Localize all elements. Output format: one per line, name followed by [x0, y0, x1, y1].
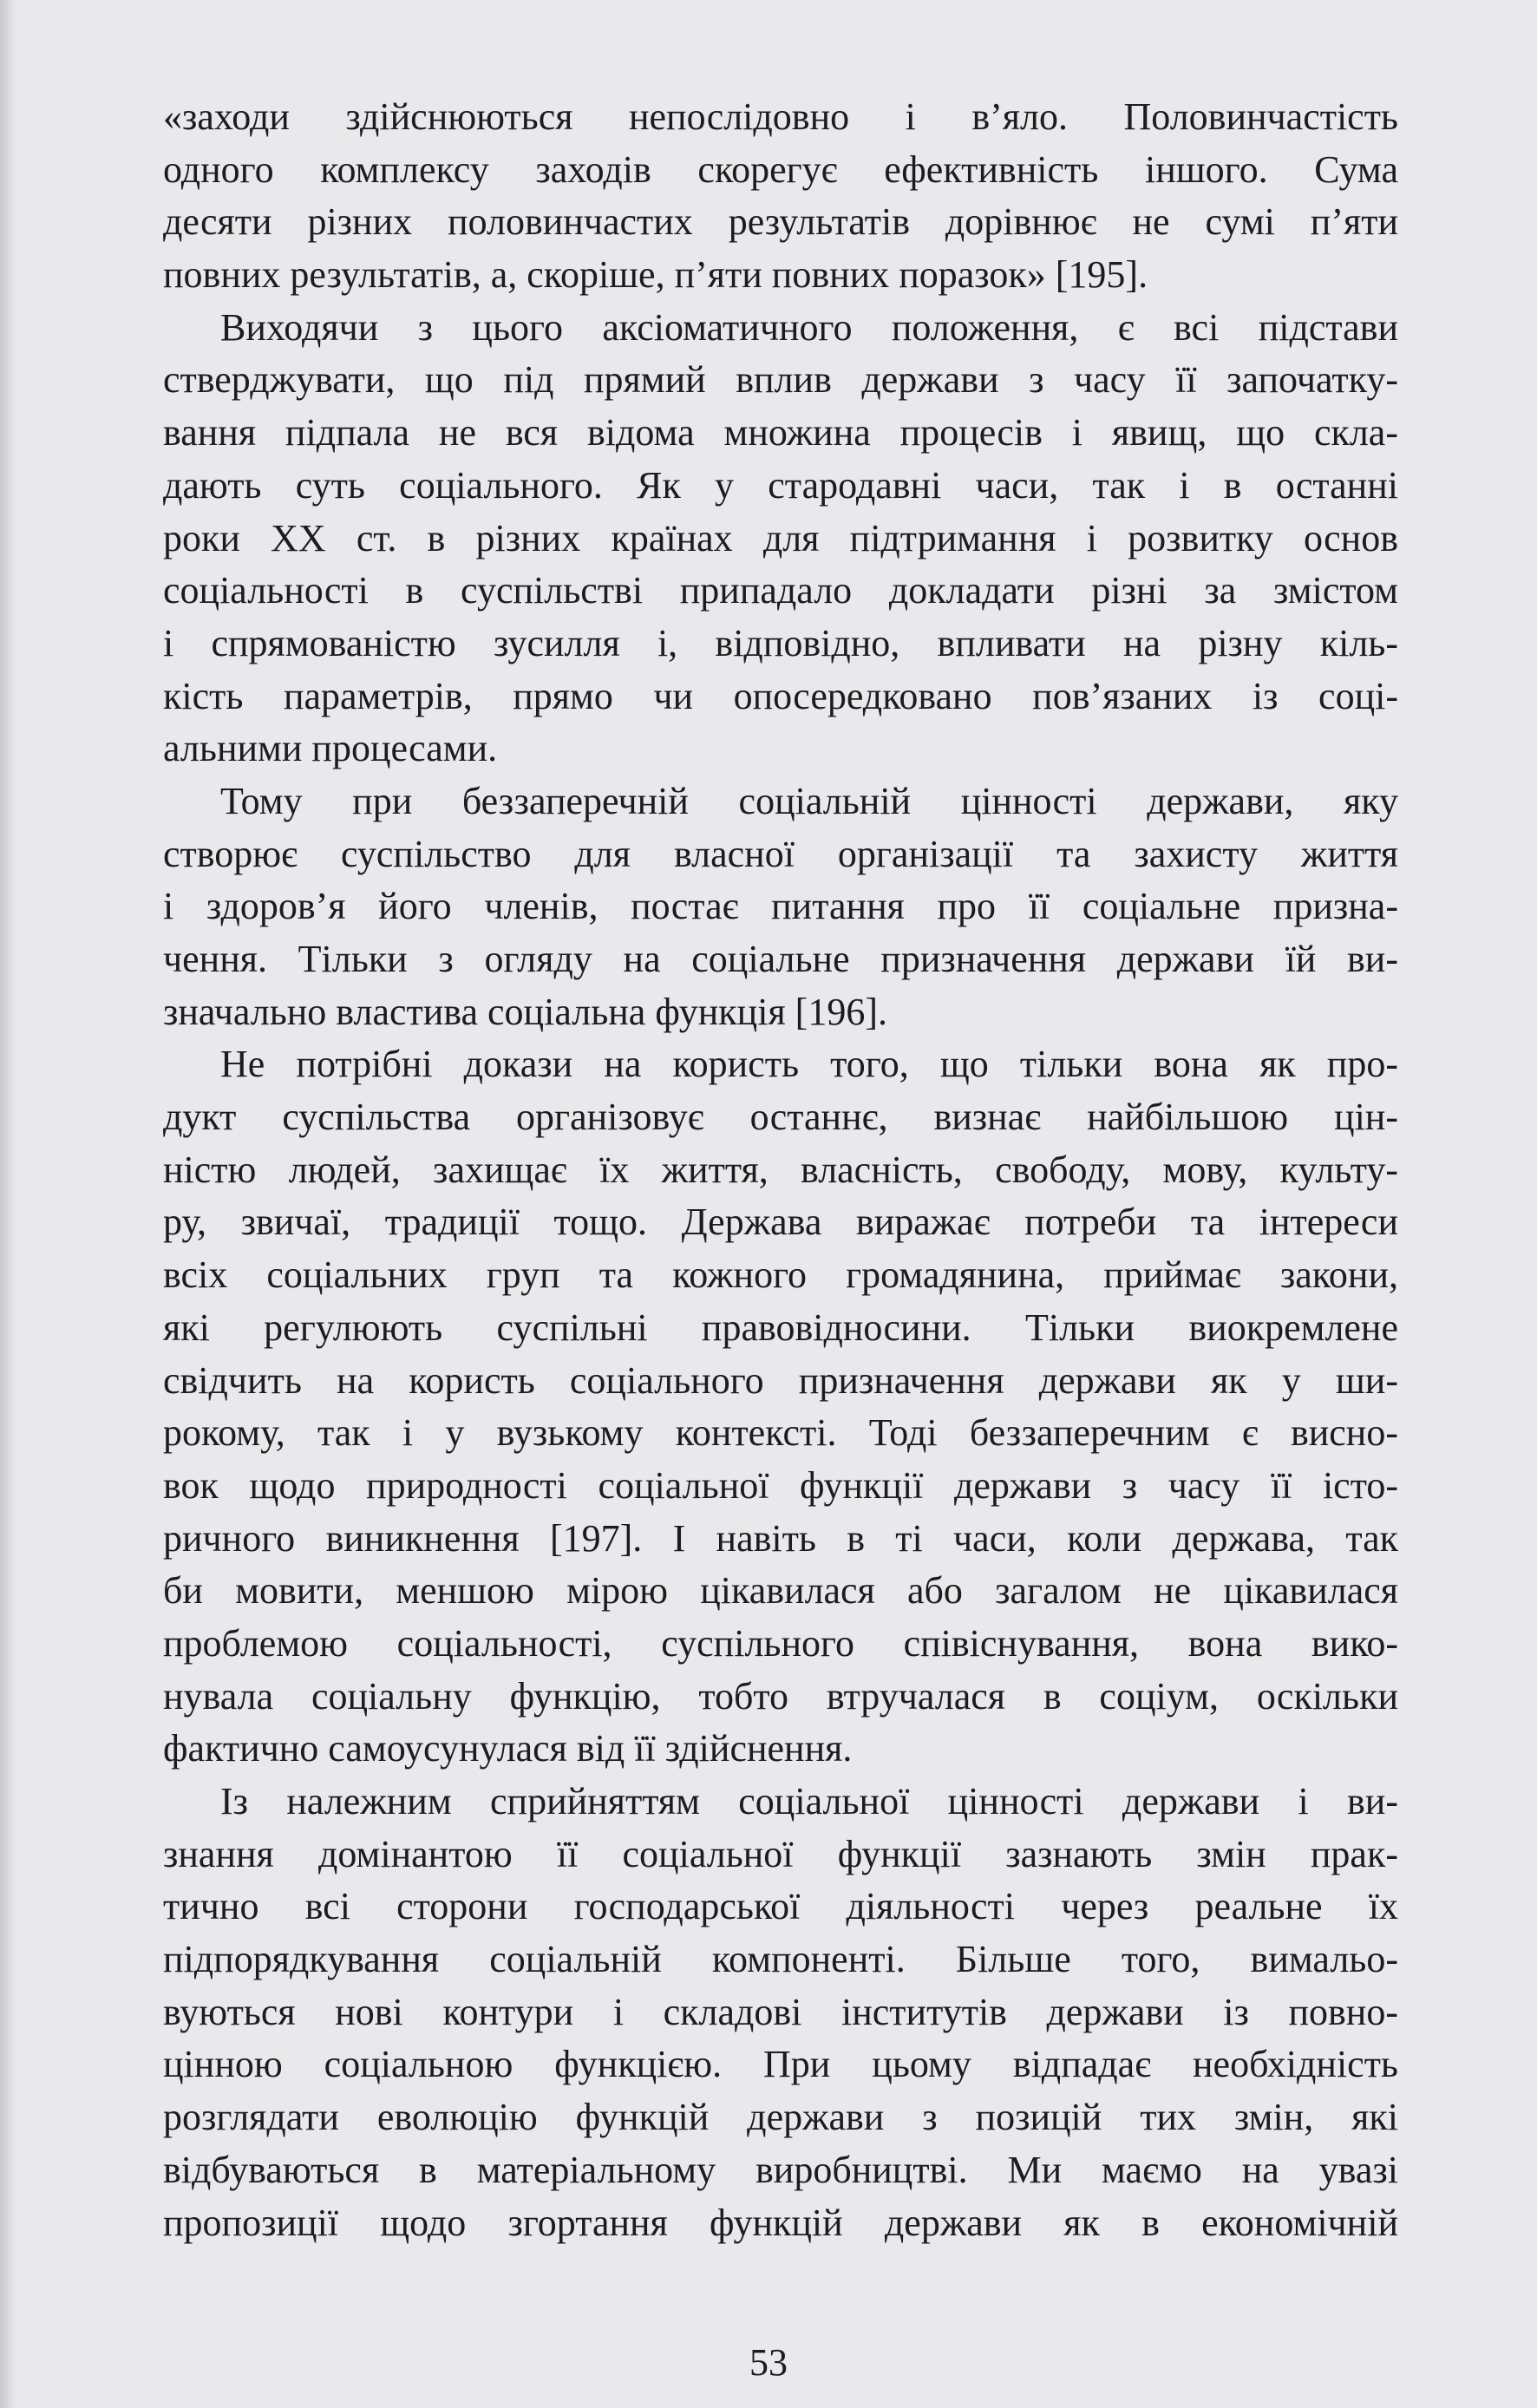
text-line: тично всі сторони господарської діяльності через реальне їх	[163, 1885, 1398, 1928]
text-line: які регулюють суспільні правовідносини. Тільки виокремлене	[163, 1305, 1398, 1349]
text-line: цінною соціальною функцією. При цьому відпадає необхідність	[163, 2043, 1398, 2086]
text-line: відбуваються в матеріальному виробництві. Ми маємо на увазі	[163, 2148, 1398, 2191]
text-line: вуються нові контури і складові інститутів держави із повно-	[163, 1990, 1398, 2033]
text-line: пропозиції щодо згортання функцій держави як в економічній	[163, 2201, 1398, 2244]
text-line: вання підпала не вся відома множина процесів і явищ, що скла-	[163, 411, 1398, 455]
text-line: знання домінантою її соціальної функції зазнають змін прак-	[163, 1832, 1398, 1875]
page-edge-shadow	[0, 0, 16, 2408]
text-line: альними процесами.	[163, 727, 498, 770]
text-line: ністю людей, захищає їх життя, власність, свободу, мову, культу-	[163, 1148, 1398, 1191]
text-line: роки XX ст. в різних країнах для підтримання і розвитку основ	[163, 516, 1398, 559]
text-line: і здоров’я його членів, постає питання про її соціальне призна-	[163, 885, 1398, 928]
paragraph	[163, 302, 1398, 775]
text-line: «заходи здійснюються непослідовно і в’яло. Половинчастість	[163, 95, 1398, 138]
text-line: всіх соціальних груп та кожного громадянина, приймає закони,	[163, 1253, 1398, 1297]
text-line: вок щодо природності соціальної функції держави з часу її істо-	[163, 1463, 1398, 1507]
paragraph	[163, 775, 1398, 1038]
text-line: Виходячи з цього аксіоматичного положення, є всі підстави	[220, 305, 1398, 349]
page-number: 53	[749, 2341, 788, 2384]
text-line: фактично самоусунулася від її здійснення.	[163, 1727, 853, 1770]
text-line: Із належним сприйняттям соціальної цінності держави і ви-	[220, 1780, 1398, 1822]
text-line: ричного виникнення [197]. І навіть в ті часи, коли держава, так	[163, 1516, 1398, 1560]
text-line: Не потрібні докази на користь того, що тільки вона як про-	[220, 1043, 1398, 1086]
text-line: нувала соціальну функцію, тобто втручалася в соціум, оскільки	[163, 1674, 1398, 1718]
text-line: одного комплексу заходів скорегує ефективність іншого. Сума	[163, 147, 1398, 191]
text-line: повних результатів, а, скоріше, п’яти повних поразок» [195].	[163, 253, 1148, 297]
text-line: десяти різних половинчастих результатів дорівнює не сумі п’яти	[163, 200, 1398, 244]
text-line: дукт суспільства організовує останнє, визнає найбільшою цін-	[163, 1096, 1398, 1139]
text-line: стверджувати, що під прямий вплив держави з часу її започатку-	[163, 358, 1398, 402]
text-line: проблемою соціальності, суспільного співіснування, вона вико-	[163, 1621, 1398, 1665]
paragraph	[163, 1038, 1398, 1776]
text-line: ру, звичаї, традиції тощо. Держава виражає потреби та інтереси	[163, 1201, 1398, 1244]
text-line: значально властива соціальна функція [196].	[163, 990, 887, 1033]
body-text	[163, 91, 1398, 2249]
text-line: рокому, так і у вузькому контексті. Тоді беззаперечним є висно-	[163, 1411, 1398, 1455]
text-line: розглядати еволюцію функцій держави з позицій тих змін, які	[163, 2096, 1398, 2139]
paragraph	[163, 91, 1398, 302]
text-line: дають суть соціального. Як у стародавні часи, так і в останні	[163, 463, 1398, 507]
text-line: соціальності в суспільстві припадало докладати різні за змістом	[163, 569, 1398, 612]
text-line: підпорядкування соціальній компоненті. Більше того, вимальо-	[163, 1938, 1398, 1981]
text-line: свідчить на користь соціального призначення держави як у ши-	[163, 1358, 1398, 1402]
text-line: Тому при беззаперечній соціальній цінності держави, яку	[220, 779, 1398, 822]
paragraph	[163, 1776, 1398, 2249]
text-line: створює суспільство для власної організації та захисту життя	[163, 832, 1398, 875]
text-line: і спрямованістю зусилля і, відповідно, впливати на різну кіль-	[163, 621, 1398, 664]
text-line: кість параметрів, прямо чи опосередковано пов’язаних із соці-	[163, 674, 1398, 717]
text-line: би мовити, меншою мірою цікавилася або загалом не цікавилася	[163, 1569, 1398, 1613]
text-line: чення. Тільки з огляду на соціальне призначення держави їй ви-	[163, 938, 1398, 980]
